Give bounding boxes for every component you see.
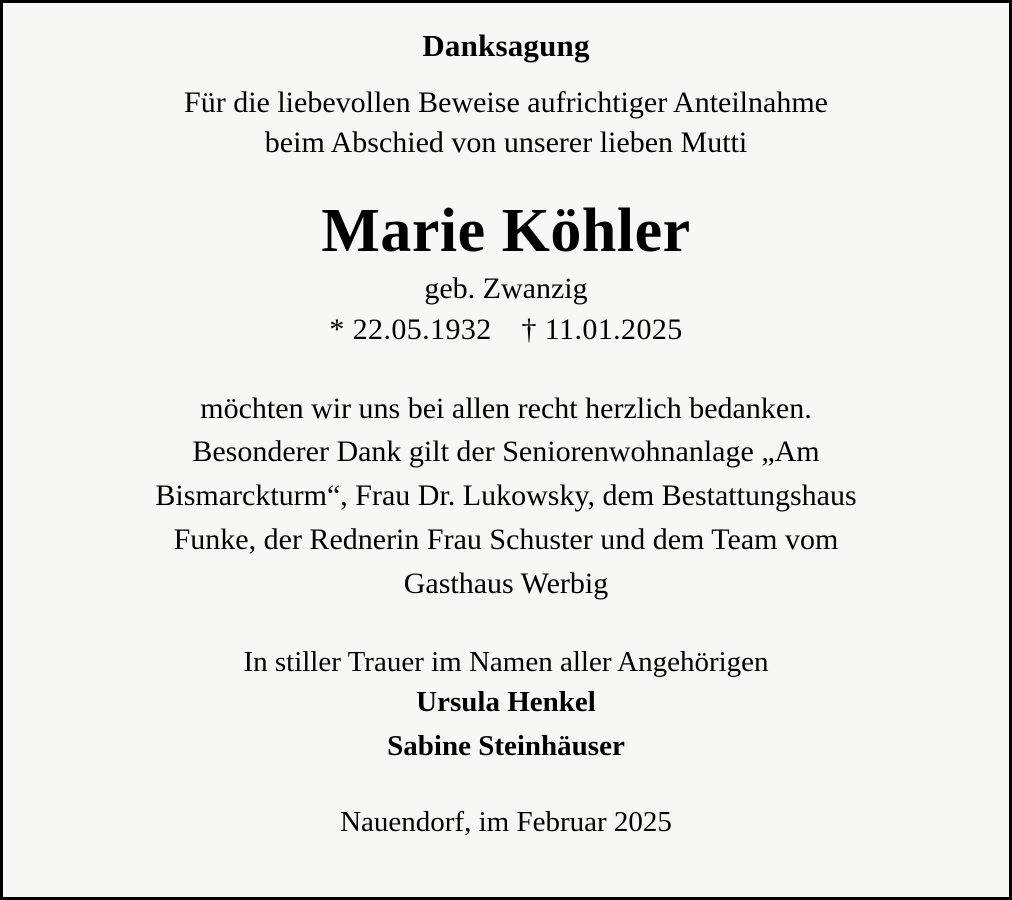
intro-text [184, 83, 828, 163]
notice-headline: Danksagung [422, 28, 590, 63]
thanks-line-2: Besonderer Dank gilt der Seniorenwohnanlage „Am [192, 435, 820, 469]
thanks-line-3: Bismarckturm“, Frau Dr. Lukowsky, dem Bestattungshaus [155, 479, 857, 513]
mourner-name-2: Sabine Steinhäuser [387, 729, 625, 762]
intro-line-1: Für die liebevollen Beweise aufrichtiger Anteilnahme [184, 86, 828, 120]
intro-line-2: beim Abschied von unserer lieben Mutti [264, 125, 748, 159]
thanks-line-4: Funke, der Rednerin Frau Schuster und dem Team vom [173, 522, 839, 556]
thanks-text [155, 387, 856, 606]
deceased-name: Marie Köhler [321, 196, 691, 265]
birth-date: * 22.05.1932 [329, 313, 492, 347]
thanks-line-5: Gasthaus Werbig [403, 566, 609, 600]
mourners-intro: In stiller Trauer im Namen aller Angehörigen [243, 645, 769, 678]
mourner-name-1: Ursula Henkel [416, 686, 596, 719]
place-and-date: Nauendorf, im Februar 2025 [340, 806, 672, 839]
maiden-name: geb. Zwanzig [424, 272, 588, 306]
thanks-line-1: möchten wir uns bei allen recht herzlich bedanken. [200, 391, 812, 425]
death-date: † 11.01.2025 [521, 313, 683, 347]
life-dates [329, 311, 682, 349]
